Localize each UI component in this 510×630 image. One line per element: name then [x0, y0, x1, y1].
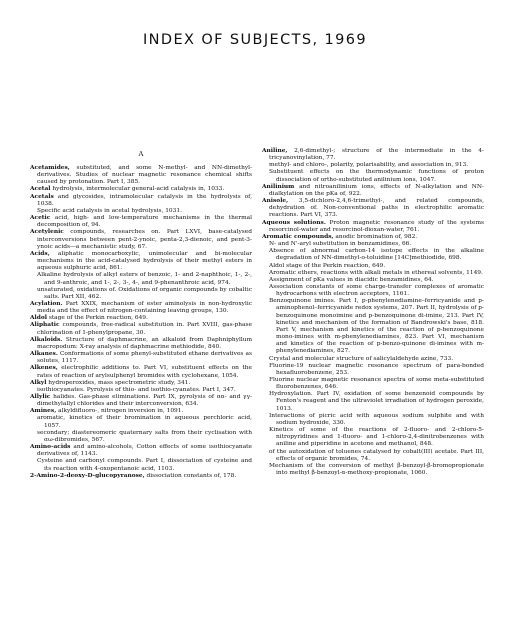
- index-entry-heading: Alkenes,: [30, 365, 58, 372]
- index-entry-text: Aromatic ethers, reactions with alkali metals in ethereal solvents, 1149.: [269, 269, 483, 276]
- index-entry-heading: Alkyl: [30, 379, 47, 386]
- index-entry: [262, 363, 484, 377]
- index-entry: [262, 169, 484, 183]
- index-entry: [30, 430, 252, 444]
- left-column: [30, 165, 252, 480]
- index-entry: [30, 215, 252, 229]
- index-entry-text: hydrolysis, intermolecular general-acid catalysis in, 1033.: [50, 186, 225, 193]
- index-entry: [262, 356, 484, 363]
- index-entry: [30, 351, 252, 365]
- index-entry-heading: 2-Amino-2-deoxy-D-glucopyranose,: [30, 472, 145, 479]
- index-entry: [30, 229, 252, 250]
- index-entry-text: 3,5-dichloro-2,4,6-trimethyl-, and related compounds, dehydration of. Non-conventional paths in electrophilic aromatic reactions. Part VI, 373.: [269, 198, 484, 219]
- index-entry: [262, 427, 484, 448]
- index-entry-text: Fluorine nuclear magnetic resonance spectra of some meta-substituted fluorobenzenes, 646.: [269, 377, 484, 391]
- index-entry-text: Conformations of some phenyl-substituted ethane derivatives as solutes, 1117.: [37, 351, 252, 365]
- index-entry-text: and glycosides, intramolecular catalysis in the hydrolysis of, 1038.: [37, 193, 252, 207]
- index-entry-heading: Acetylenic: [30, 229, 64, 236]
- index-entry-text: N- and N'-aryl substitution in benzamidines, 66.: [269, 241, 412, 248]
- index-entry: [262, 162, 484, 169]
- index-entry-text: Assignment of pKa values in diacidic benzamidines, 64.: [269, 276, 434, 283]
- index-entry-text: dissociation constants of, 178.: [144, 472, 237, 479]
- index-entry-text: isothiocyanates. Pyrolysis of thio- and isothio-cyanates. Part I, 347.: [37, 386, 236, 393]
- index-entry-heading: Aqueous solutions.: [262, 219, 326, 226]
- index-entry-heading: Alkanes.: [30, 351, 58, 358]
- index-entry: [30, 365, 252, 379]
- index-entry-text: methyl- and chloro-, polarity, polarisability, and association in, 913.: [269, 162, 469, 169]
- index-entry-text: aromatic, kinetics of their bromination in aqueous perchloric acid, 1057.: [37, 415, 252, 429]
- index-entry: [262, 413, 484, 427]
- index-entry-heading: Acetamides,: [30, 165, 70, 171]
- index-entry-text: 2,6-dimethyl-; structure of the intermediate in the 4-tricyanovinylation, 77.: [269, 148, 484, 162]
- index-entry-text: Benzoquinone imines. Part I, p-phenylenediamine–ferricyanide and p-aminophenol–ferricyanide redox systems, 207. Part II, hydrolysis of p-benzoquinone monoimine and p-benzoquinone di-imine, 213. Part IV, kinetics and mechanism of the formation of Bandrowski's base, 818. Part V, mechanism and kinetics of the reaction of p-benzoquinone mono-imines with m-phenylenediamines, 823. Part VI, mechanism and kinetics of the reaction of p-benzo-quinone di-imines with m-phenylenediamines, 827.: [269, 298, 484, 355]
- index-entry-text: and amino-alcohols, Cotton effects of some isothiocyanate derivatives of, 1143.: [37, 444, 252, 458]
- index-entry: [262, 263, 484, 270]
- index-entry-heading: Amines,: [30, 408, 57, 415]
- index-entry-text: alkyldifluoro-, nitrogen inversion in, 1091.: [56, 408, 184, 415]
- index-entry: [30, 315, 252, 322]
- index-entry-text: Specific acid catalysis in acetal hydrolysis, 1031.: [37, 207, 182, 214]
- index-entry: [30, 165, 252, 186]
- index-entry-text: Alkaline hydrolysis of alkyl esters of benzoic, 1- and 2-naphthoic, 1-, 2-, and 9-anthroic, and 1-, 2-, 3-, 4-, and 9-phenanthroic acid, 974.: [37, 272, 252, 286]
- index-entry: [262, 184, 484, 198]
- index-entry: [262, 234, 484, 241]
- index-entry-heading: Acids,: [30, 250, 50, 257]
- index-entry-text: Structure of daphmacrine, an alkaloid from Daphniphyllum macropodum: X-ray analysis of daphmacrine methiodide, 840.: [37, 336, 252, 350]
- index-entry-text: Part XXIX, mechanism of ester aminolysis in non-hydroxylic media and the effect of nitrogen-containing leaving groups, 130.: [37, 300, 252, 315]
- index-entry: [262, 284, 484, 298]
- index-entry-heading: Acetic: [30, 215, 51, 222]
- index-entry: [262, 377, 484, 391]
- index-entry-text: hydroperoxides, mass spectrometric study, 341.: [46, 379, 191, 386]
- index-entry-heading: Aniline,: [262, 148, 288, 154]
- index-entry: [30, 322, 252, 336]
- index-entry: [262, 220, 484, 234]
- index-entry-text: compounds, free-radical substitution in. Part XVIII, gas-phase chlorination of 1-phenylpropane, 30.: [37, 322, 252, 336]
- index-entry-text: halides. Gas-phase eliminations. Part IX, pyrolysis of αα- and γγ-dimethylallyl chlorides and their interconversion, 634.: [37, 394, 252, 408]
- index-entry-text: secondary; diastereomeric quaternary salts from their cyclisation with αω-dibromides, 567.: [37, 429, 252, 443]
- index-entry-heading: Aromatic compounds,: [262, 233, 334, 240]
- index-entry: [262, 248, 484, 262]
- index-entry: [30, 251, 252, 272]
- index-entry-text: Association constants of some charge-transfer complexes of aromatic hydrocarbons with electron acceptors, 1161.: [269, 283, 484, 298]
- index-entry-text: Fluorine-19 nuclear magnetic resonance spectrum of para-bonded hexafluorobenzene, 253.: [269, 362, 484, 376]
- section-letter: A: [138, 150, 144, 158]
- index-entry-text: and nitroanilinium ions, effects of N-alkylation and NN-dialkylation on the pKa of, 922.: [269, 183, 484, 197]
- index-entry-heading: Aldol: [30, 315, 47, 322]
- index-entry: [30, 380, 252, 387]
- index-entry-heading: Anisole,: [262, 198, 289, 205]
- index-entry-text: Kinetics of some of the reactions of 2-fluoro- and 2-chloro-5-nitropyridines and 1-fluoro- and 1-chloro-2,4-dinitrobenzenes with aniline and piperidine in acetone and methanol, 848.: [269, 427, 484, 448]
- page-title: INDEX OF SUBJECTS, 1969: [142, 32, 368, 48]
- index-entry: [262, 270, 484, 277]
- index-entry: [262, 463, 484, 477]
- right-column: [262, 148, 484, 477]
- index-entry-heading: Aliphatic: [30, 322, 60, 329]
- index-entry-text: Proton magnetic resonance study of the systems resorcinol-water and resorcinol-dioxan-water, 761.: [269, 219, 484, 233]
- index-entry: [30, 444, 252, 458]
- index-entry-heading: Alkaloids.: [30, 336, 63, 343]
- index-entry-text: Crystal and molecular structure of salicylaldehyde azine, 733.: [269, 355, 454, 362]
- index-entry-text: Absence of abnormal carbon-14 isotope effects in the alkaline degradation of NN-dimethyl-o-toluidine [14C]methiodide, 698.: [269, 248, 484, 262]
- index-entry-text: unsaturated, oxidations of. Oxidations of organic compounds by cobaltic salts. Part XII, 462.: [37, 286, 252, 300]
- index-entry-text: electrophilic additions to. Part VI, substituent effects on the rates of reaction of arylsulphenyl bromides with cyclohexane, 1054.: [37, 365, 252, 379]
- index-entry: [30, 458, 252, 472]
- index-entry-text: of the autoxidation of toluenes catalysed by cobalt(III) acetate. Part III, effects of organic bromides, 74.: [269, 448, 484, 462]
- index-entry: [30, 387, 252, 394]
- index-entry: [30, 186, 252, 193]
- index-entry: [262, 241, 484, 248]
- index-entry-heading: Acetal: [30, 186, 51, 193]
- index-entry: [262, 198, 484, 219]
- index-entry: [262, 277, 484, 284]
- index-entry-text: aliphatic monocarboxylic, unimolecular and bi-molecular mechanisms in the acid-catalysed hydrolysis of their methyl esters in aqueous sulphuric acid, 861.: [37, 250, 252, 272]
- index-entry-heading: Allylic: [30, 394, 51, 400]
- index-entry-heading: Acetals: [30, 193, 54, 200]
- index-entry-text: acid, high- and low-temperature mechanisms in the thermal decomposition of, 94.: [37, 215, 252, 229]
- index-entry: [30, 208, 252, 215]
- index-entry-text: Aldol stage of the Perkin reaction, 649.: [269, 262, 386, 269]
- index-entry-heading: Amino-acids: [30, 444, 71, 451]
- index-entry: [30, 415, 252, 429]
- index-entry-text: substituted, and some N-methyl- and NN-dimethyl-derivatives. Studies of nuclear magnetic resonance chemical shifts caused by protonation. Part I, 385.: [37, 165, 252, 186]
- index-entry-text: anodic bromination of, 982.: [333, 233, 418, 240]
- index-entry-heading: Acylation.: [30, 300, 63, 307]
- index-entry: [30, 394, 252, 408]
- index-entry: [30, 337, 252, 351]
- index-entry: [30, 287, 252, 301]
- index-entry: [262, 148, 484, 162]
- index-entry: [30, 408, 252, 415]
- index-entry-text: Mechanism of the conversion of methyl β-benzoyl-β-bromopropionate into methyl β-benzoyl-α-methoxy-propionate, 1060.: [269, 462, 484, 477]
- index-entry: [30, 194, 252, 208]
- index-entry-text: Interactions of picric acid with aqueous sodium sulphite and with sodium hydroxide, 330.: [269, 412, 484, 426]
- index-entry-text: compounds, researches on. Part LXVI, base-catalysed interconversions between pent-2-ynoic, penta-2,3-dienoic, and pent-3-ynoic acids—a mechanistic study, 67.: [37, 229, 252, 250]
- index-entry-text: stage of the Perkin reaction, 649.: [46, 315, 148, 322]
- index-entry: [30, 301, 252, 315]
- index-entry-text: Cysteine and carbonyl compounds. Part I, dissociation of cysteine and its reaction with 4-oxopentanoic acid, 1103.: [37, 458, 252, 472]
- index-entry: [30, 473, 252, 480]
- index-entry: [262, 391, 484, 412]
- index-entry-text: Hydroxylation. Part IV, oxidation of some benzenoid compounds by Fenton's reagent and the ultraviolet irradiation of hydrogen peroxide, 1013.: [269, 391, 484, 412]
- index-entry-heading: Anilinium: [262, 183, 295, 190]
- index-entry: [262, 298, 484, 355]
- index-entry-text: Substituent effects on the thermodynamic functions of proton dissociation of ortho-substituted anilinium ions, 1047.: [269, 169, 484, 183]
- index-entry: [262, 449, 484, 463]
- index-entry: [30, 272, 252, 286]
